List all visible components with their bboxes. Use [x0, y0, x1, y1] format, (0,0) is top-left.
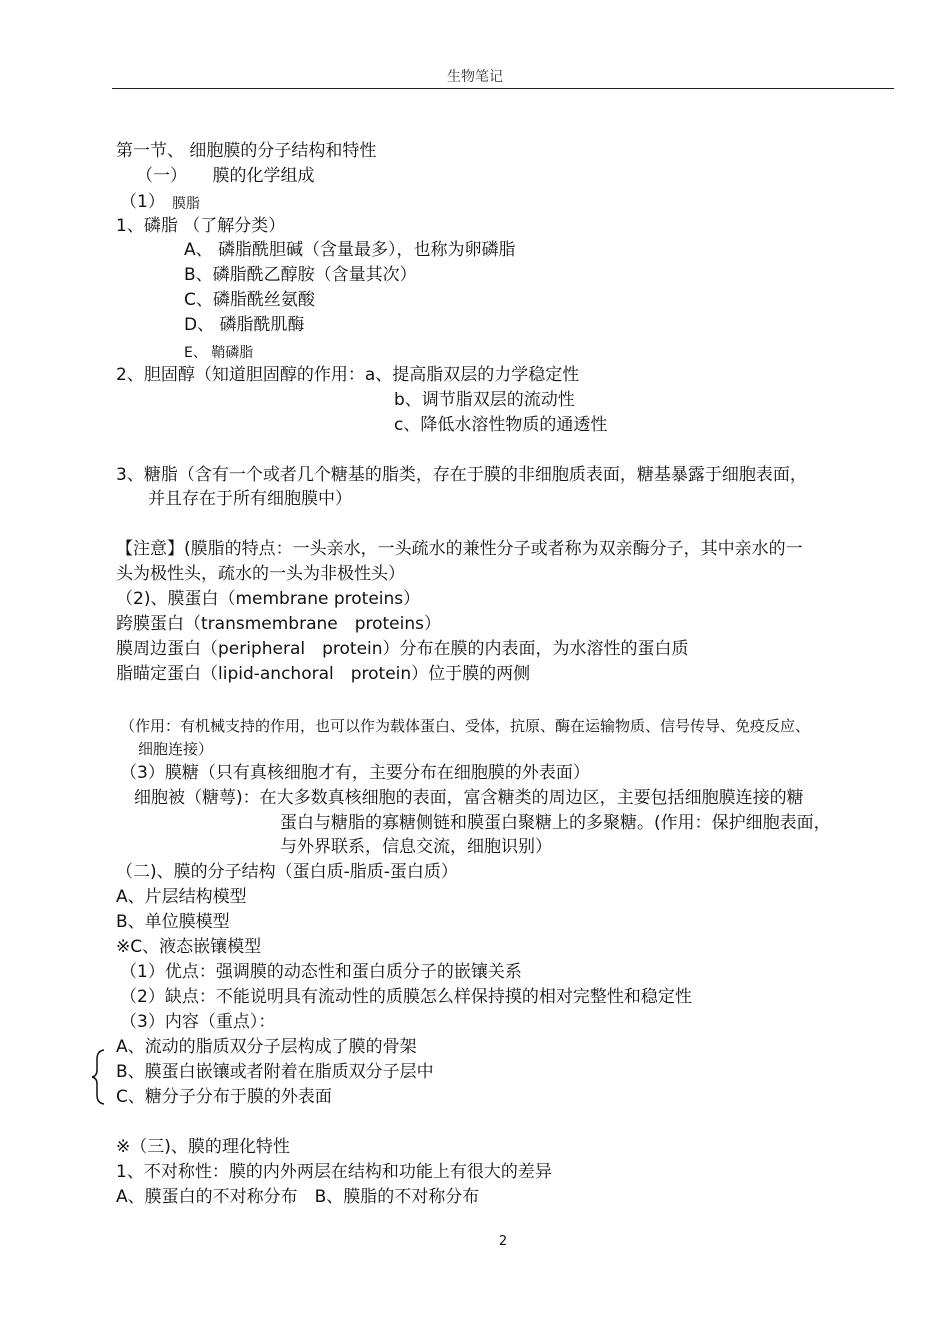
model-a: A、片层结构模型 [116, 887, 247, 907]
model-c: ※C、液态嵌镶模型 [116, 937, 262, 957]
membrane-protein-heading: （2)、膜蛋白（membrane proteins） [116, 589, 421, 609]
phospholipid-b: B、磷脂酰乙醇胺（含量其次） [184, 265, 417, 285]
phospholipid-e: E、 鞘磷脂 [184, 345, 254, 361]
glycolipid-line-2: 并且存在于所有细胞膜中） [148, 489, 352, 509]
peripheral-protein: 膜周边蛋白（peripheral protein）分布在膜的内表面，为水溶性的蛋白质 [116, 639, 689, 659]
glycocalyx-line-2: 蛋白与糖脂的寡糖侧链和膜蛋白聚糖上的多聚糖。(作用：保护细胞表面， [280, 813, 831, 833]
curly-brace-icon [90, 1048, 108, 1106]
transmembrane-protein: 跨膜蛋白（transmembrane proteins） [116, 614, 442, 634]
glycolipid-line-1: 3、糖脂（含有一个或者几个糖基的脂类，存在于膜的非细胞质表面，糖基暴露于细胞表面， [116, 465, 807, 485]
cholesterol-heading: 2、胆固醇（知道胆固醇的作用：a、提高脂双层的力学稳定性 [116, 365, 580, 385]
phospholipid-heading: 1、磷脂 （了解分类） [116, 216, 286, 236]
subsection-1: （一） 膜的化学组成 [136, 166, 315, 186]
model-b: B、单位膜模型 [116, 912, 230, 932]
membrane-glycan-heading: （3）膜糖（只有真核细胞才有，主要分布在细胞膜的外表面） [120, 763, 590, 783]
subsection-2: （二)、膜的分子结构（蛋白质-脂质-蛋白质） [116, 862, 458, 882]
phospholipid-d: D、 磷脂酰肌酶 [184, 315, 305, 335]
lipid-number: （1） [120, 192, 165, 212]
page-number: 2 [498, 1234, 508, 1249]
asymmetry-heading: 1、不对称性：膜的内外两层在结构和功能上有很大的差异 [116, 1162, 552, 1182]
header-divider [112, 88, 894, 89]
lipid-label: 膜脂 [172, 196, 200, 212]
protein-function-2: 细胞连接） [138, 740, 214, 758]
lipid-anchored-protein: 脂瞄定蛋白（lipid-anchoral protein）位于膜的两侧 [116, 664, 531, 684]
advantage: （1）优点：强调膜的动态性和蛋白质分子的嵌镶关系 [120, 962, 522, 982]
content-a: A、流动的脂质双分子层构成了膜的骨架 [116, 1037, 417, 1057]
content-c: C、糖分子分布于膜的外表面 [116, 1087, 332, 1107]
glycocalyx-line-1: 细胞被（糖萼)：在大多数真核细胞的表面，富含糖类的周边区，主要包括细胞膜连接的糖 [134, 788, 804, 808]
content-heading: （3）内容（重点）： [120, 1012, 276, 1032]
asymmetry-items: A、膜蛋白的不对称分布 B、膜脂的不对称分布 [116, 1187, 480, 1207]
phospholipid-c: C、磷脂酰丝氨酸 [184, 290, 315, 310]
cholesterol-c: c、降低水溶性物质的通透性 [394, 415, 608, 435]
glycocalyx-line-3: 与外界联系，信息交流，细胞识别） [280, 837, 552, 857]
cholesterol-b: b、调节脂双层的流动性 [394, 390, 575, 410]
page-header: 生物笔记 [447, 69, 503, 85]
phospholipid-a: A、 磷脂酰胆碱（含量最多），也称为卵磷脂 [184, 240, 516, 260]
note-line-1: 【注意】(膜脂的特点：一头亲水，一头疏水的兼性分子或者称为双亲酶分子，其中亲水的一 [116, 539, 803, 559]
content-b: B、膜蛋白嵌镶或者附着在脂质双分子层中 [116, 1062, 434, 1082]
disadvantage: （2）缺点：不能说明具有流动性的质膜怎么样保持摸的相对完整性和稳定性 [120, 987, 692, 1007]
subsection-3: ※（三)、膜的理化特性 [116, 1137, 290, 1157]
section-title: 第一节、 细胞膜的分子结构和特性 [116, 141, 377, 161]
note-line-2: 头为极性头，疏水的一头为非极性头） [116, 564, 405, 584]
protein-function-1: （作用：有机械支持的作用，也可以作为载体蛋白、受体，抗原、酶在运输物质、信号传导、免疫反应、 [120, 717, 811, 735]
